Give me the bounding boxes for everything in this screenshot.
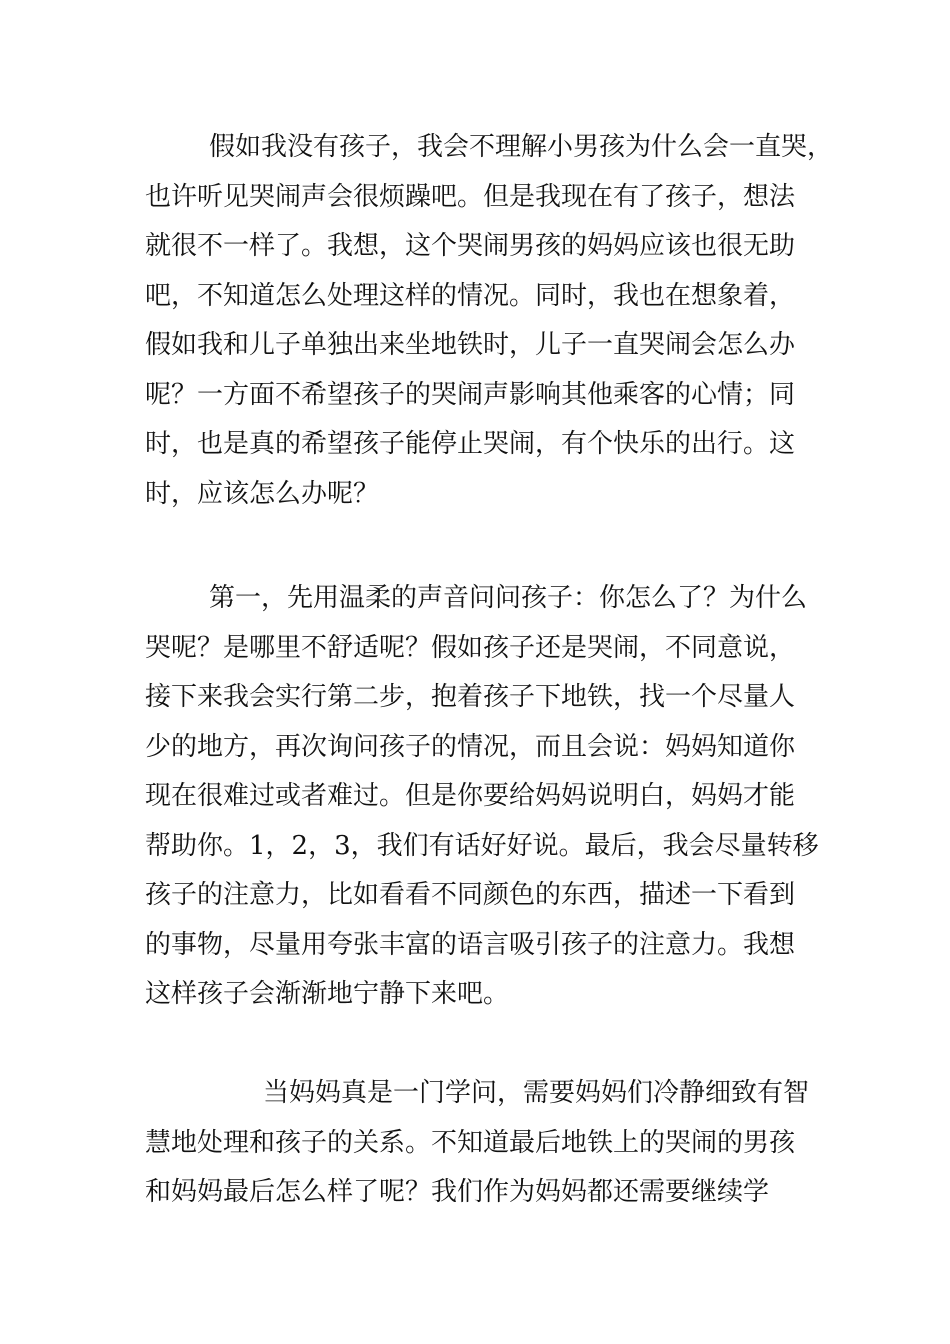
paragraph-line: 第一，先用温柔的声音问问孩子：你怎么了？为什么 — [209, 583, 808, 613]
paragraph-line: 也许听见哭闹声会很烦躁吧。但是我现在有了孩子，想法 — [145, 181, 796, 212]
paragraph-line: 当妈妈真是一门学问，需要妈妈们冷静细致有智 — [263, 1078, 810, 1108]
paragraph-line: 这样孩子会渐渐地宁静下来吧。 — [145, 979, 510, 1009]
paragraph-line: 孩子的注意力，比如看看不同颜色的东西，描述一下看到 — [145, 880, 796, 910]
paragraph-line: 假如我和儿子单独出来坐地铁时，儿子一直哭闹会怎么办 — [145, 330, 796, 360]
paragraph-line: 呢？一方面不希望孩子的哭闹声影响其他乘客的心情；同 — [145, 379, 796, 410]
paragraph-line: 现在很难过或者难过。但是你要给妈妈说明白，妈妈才能 — [145, 781, 796, 811]
paragraph-line: 少的地方，再次询问孩子的情况，而且会说：妈妈知道你 — [145, 731, 796, 762]
paragraph-line: 吧，不知道怎么处理这样的情况。同时，我也在想象着， — [145, 280, 796, 311]
paragraph-line: 哭呢？是哪里不舒适呢？假如孩子还是哭闹，不同意说， — [145, 632, 796, 663]
paragraph-line: 帮助你。1，2，3，我们有话好好说。最后，我会尽量转移 — [145, 830, 819, 861]
paragraph-1 — [145, 123, 834, 519]
paragraph-line: 时，应该怎么办呢？ — [145, 478, 380, 509]
paragraph-line: 慧地处理和孩子的关系。不知道最后地铁上的哭闹的男孩 — [145, 1127, 796, 1158]
paragraph-line: 接下来我会实行第二步，抱着孩子下地铁，找一个尽量人 — [145, 682, 796, 712]
paragraph-line: 的事物，尽量用夸张丰富的语言吸引孩子的注意力。我想 — [145, 929, 796, 960]
paragraph-3 — [145, 1069, 815, 1218]
paragraph-2 — [145, 574, 819, 1020]
paragraph-line: 就很不一样了。我想，这个哭闹男孩的妈妈应该也很无助 — [145, 231, 796, 261]
paragraph-line: 假如我没有孩子，我会不理解小男孩为什么会一直哭， — [209, 132, 834, 162]
paragraph-line: 时，也是真的希望孩子能停止哭闹，有个快乐的出行。这 — [145, 429, 796, 459]
paragraph-line: 和妈妈最后怎么样了呢？我们作为妈妈都还需要继续学 — [145, 1177, 770, 1207]
